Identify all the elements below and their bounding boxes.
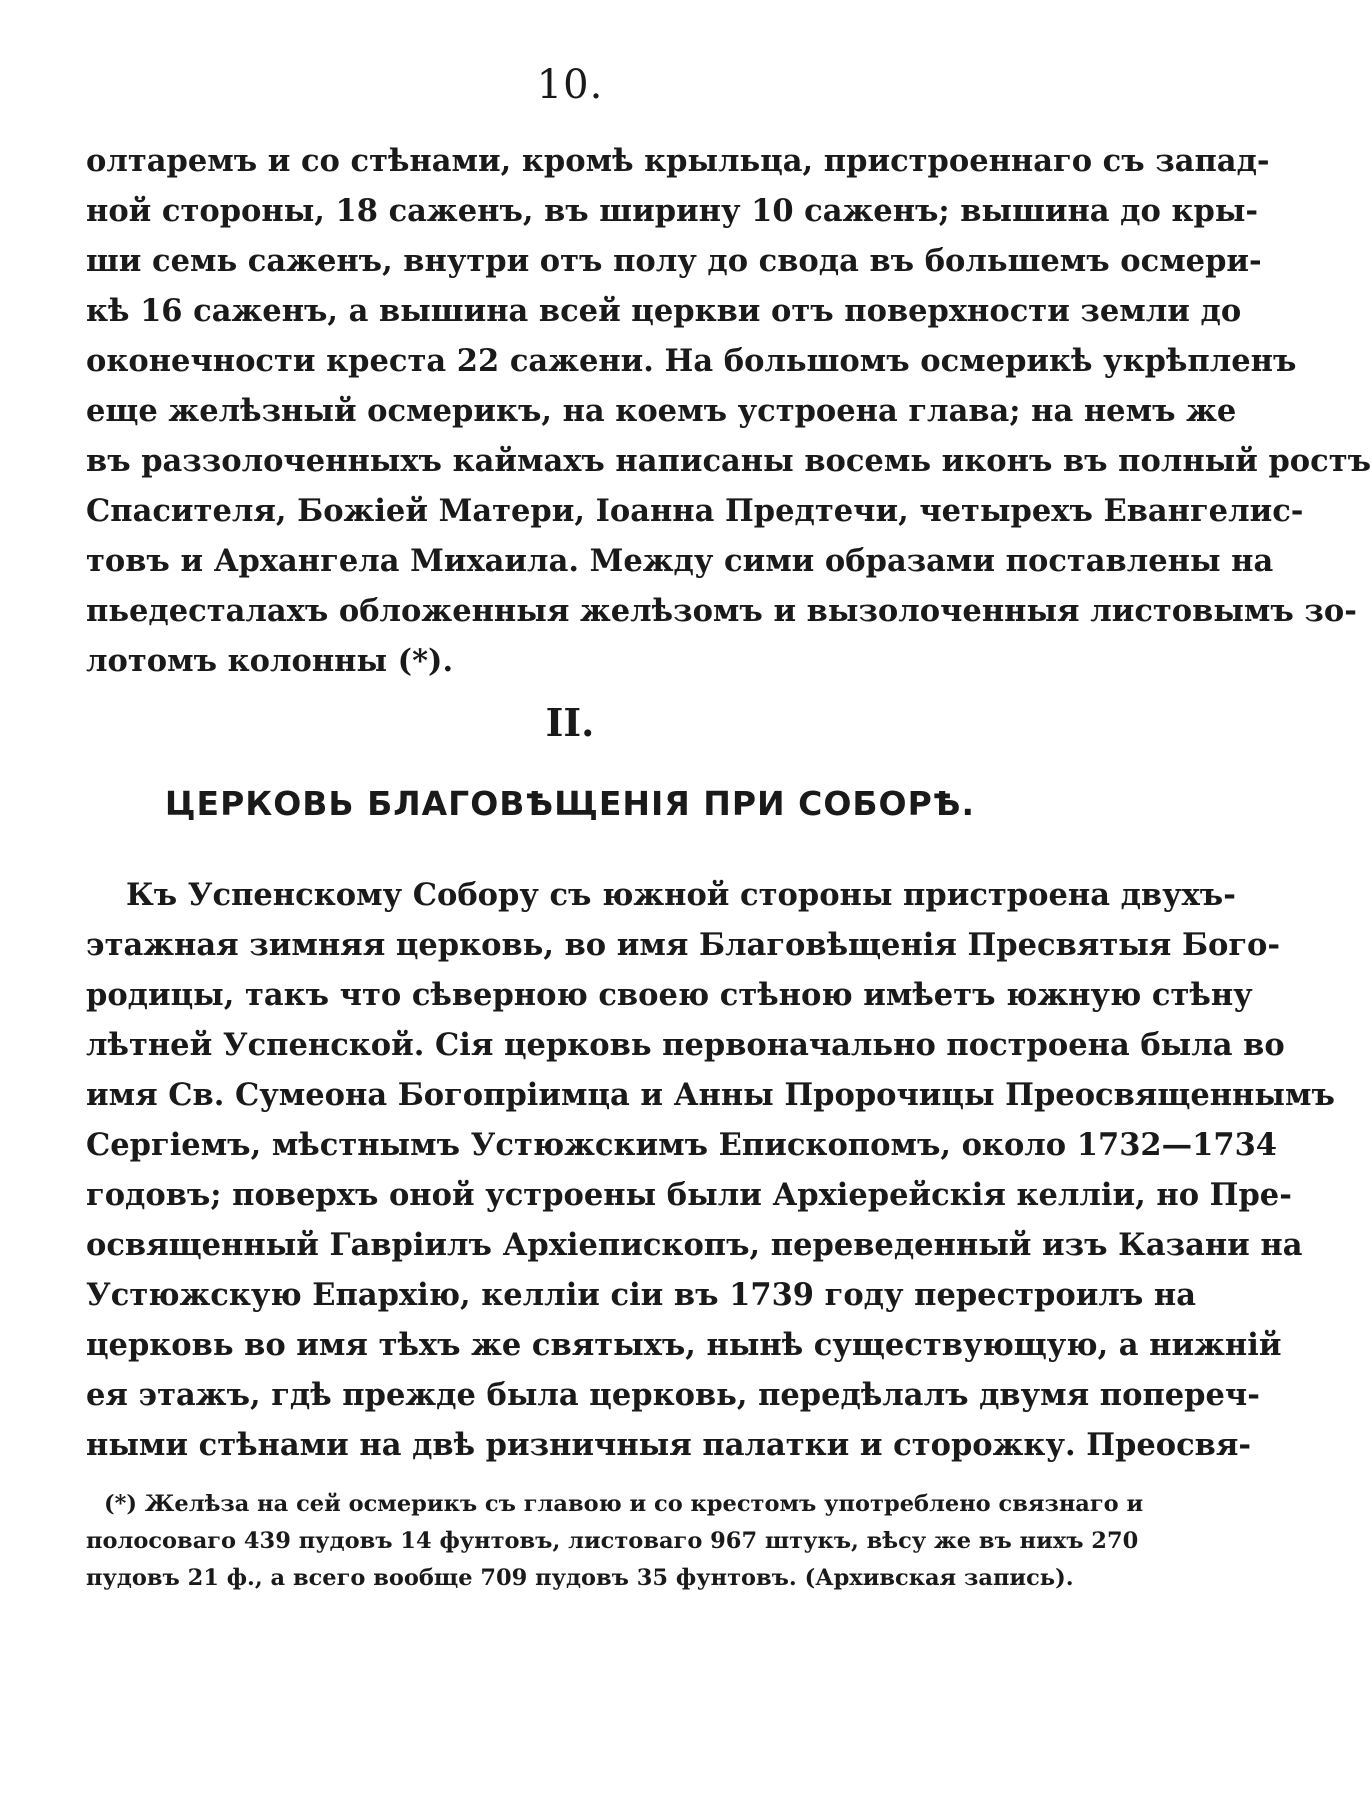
text-line: годовъ; поверхъ оной устроены были Архіерейскія келліи, но Пре- (86, 1177, 1292, 1213)
text-line: ной стороны, 18 саженъ, въ ширину 10 саженъ; вышина до кры- (86, 193, 1259, 229)
text-line: Къ Успенскому Собору съ южной стороны пристроена двухъ- (126, 877, 1236, 913)
text-line: еще желѣзный осмерикъ, на коемъ устроена глава; на немъ же (86, 393, 1237, 429)
text-line: освященный Гавріилъ Архіепископъ, переведенный изъ Казани на (86, 1227, 1303, 1263)
text-line: Сергіемъ, мѣстнымъ Устюжскимъ Епископомъ, около 1732—1734 (86, 1127, 1278, 1163)
text-line: церковь во имя тѣхъ же святыхъ, нынѣ существующую, а нижній (86, 1327, 1282, 1363)
section-heading: ЦЕРКОВЬ БЛАГОВѢЩЕНІЯ ПРИ СОБОРѢ. (164, 784, 976, 823)
text-line: лѣтней Успенской. Сія церковь первоначально построена была во (86, 1027, 1285, 1063)
text-line: пьедесталахъ обложенныя желѣзомъ и вызолоченныя листовымъ зо- (86, 593, 1357, 629)
text-line: родицы, такъ что сѣверною своею стѣною имѣетъ южную стѣну (86, 977, 1253, 1013)
footnote-line: полосоваго 439 пудовъ 14 фунтовъ, листоваго 967 штукъ, вѣсу же въ нихъ 270 (86, 1528, 1139, 1554)
text-line: олтаремъ и со стѣнами, кромѣ крыльца, пристроеннаго съ запад- (86, 143, 1270, 179)
text-line: ши семь саженъ, внутри отъ полу до свода въ большемъ осмери- (86, 243, 1262, 279)
footnote-line: пудовъ 21 ф., а всего вообще 709 пудовъ 35 фунтовъ. (Архивская запись). (86, 1565, 1074, 1591)
text-line: кѣ 16 саженъ, а вышина всей церкви отъ поверхности земли до (86, 293, 1242, 329)
footnote-line: (*) Желѣза на сей осмерикъ съ главою и со крестомъ употреблено связнаго и (104, 1491, 1144, 1517)
section-number: II. (545, 700, 595, 745)
text-line: Устюжскую Епархію, келліи сіи въ 1739 году перестроилъ на (86, 1277, 1196, 1313)
text-line: лотомъ колонны (*). (86, 643, 454, 679)
text-line: ея этажъ, гдѣ прежде была церковь, передѣлалъ двумя попереч- (86, 1377, 1260, 1413)
text-line: Спасителя, Божіей Матери, Іоанна Предтечи, четырехъ Евангелис- (86, 493, 1304, 529)
page-number: 10. (536, 62, 604, 108)
text-line: товъ и Архангела Михаила. Между сими образами поставлены на (86, 543, 1274, 579)
text-line: имя Св. Сумеона Богопріимца и Анны Пророчицы Преосвященнымъ (86, 1077, 1335, 1113)
text-line: въ раззолоченныхъ каймахъ написаны восемь иконъ въ полный ростъ (86, 443, 1371, 479)
text-line: ными стѣнами на двѣ ризничныя палатки и сторожку. Преосвя- (86, 1427, 1252, 1463)
text-line: этажная зимняя церковь, во имя Благовѣщенія Пресвятыя Бого- (86, 927, 1281, 963)
text-line: оконечности креста 22 сажени. На большомъ осмерикѣ укрѣпленъ (86, 343, 1297, 379)
